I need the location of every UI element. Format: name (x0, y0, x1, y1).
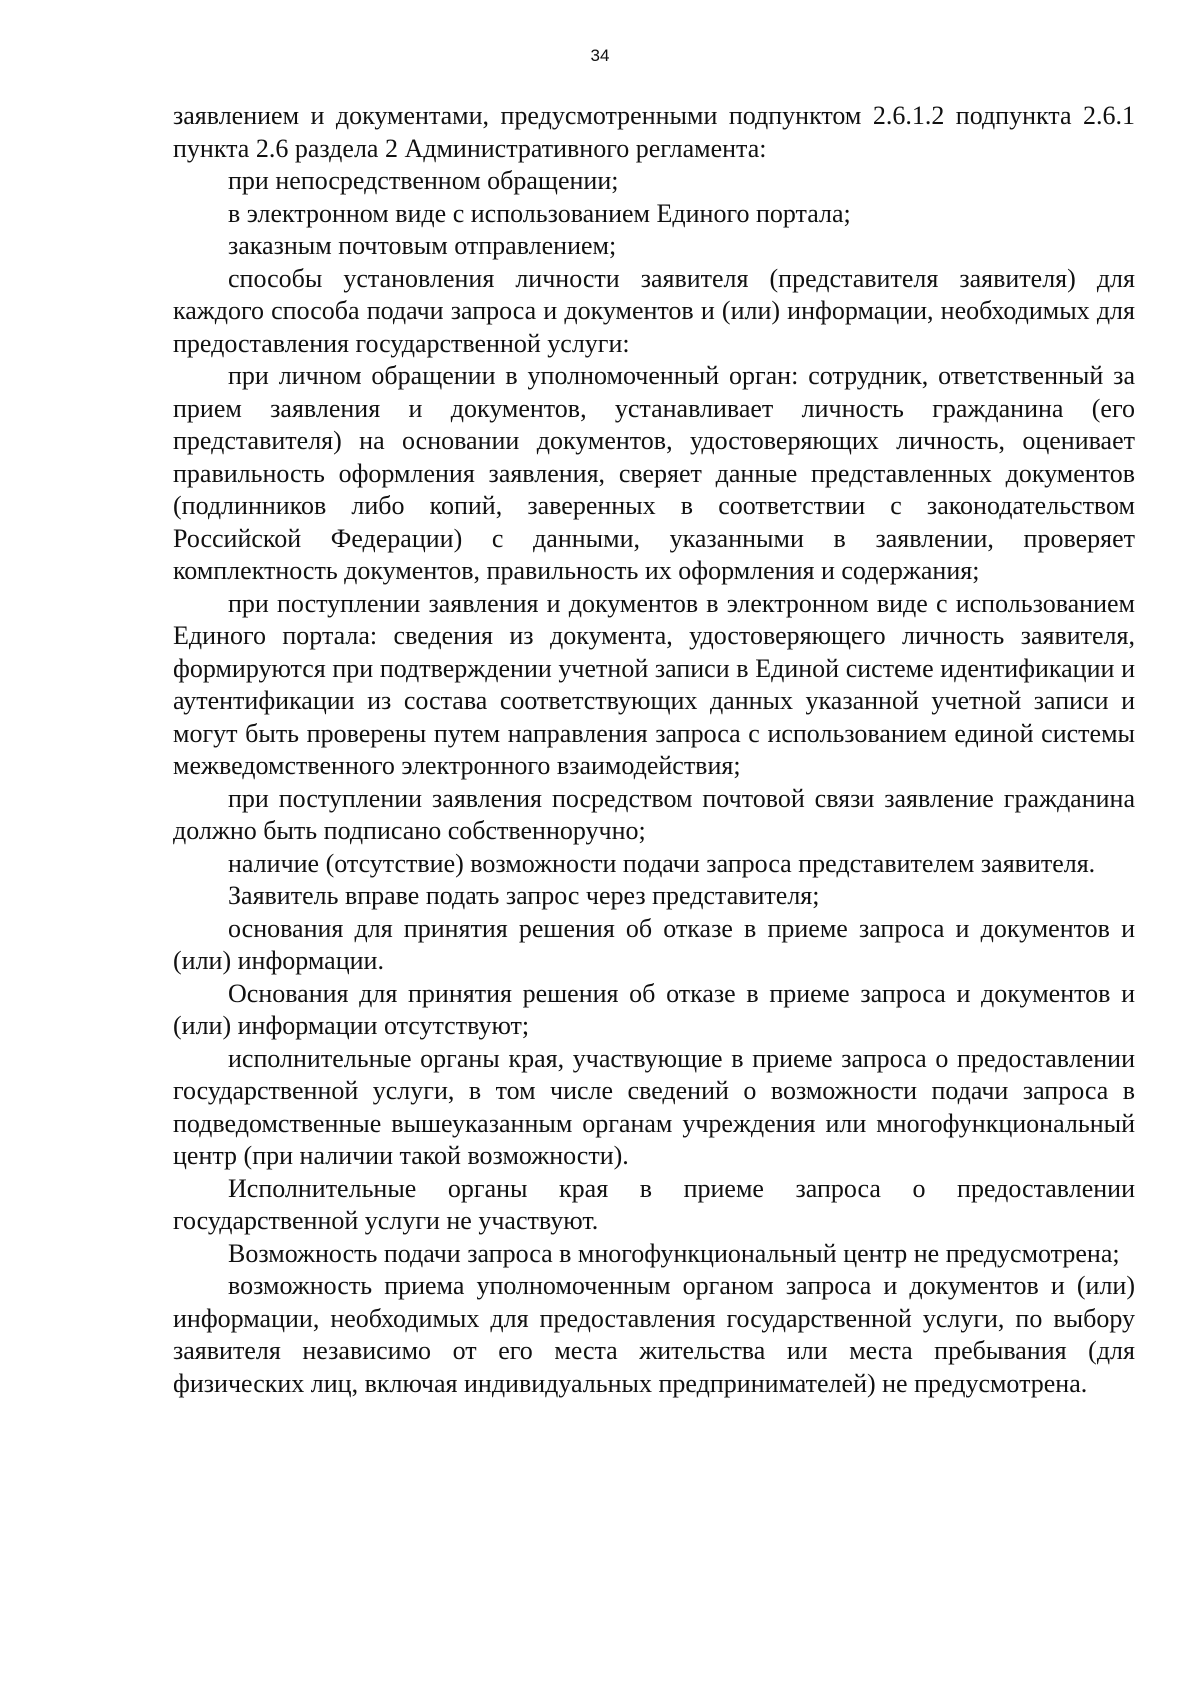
page-number: 34 (590, 46, 610, 65)
paragraph-executive-bodies-not-participating: Исполнительные органы края в приеме запроса о предоставлении государственной услуги не участвуют. (173, 1173, 1135, 1235)
paragraph-personal-appeal: при личном обращении в уполномоченный орган: сотрудник, ответственный за прием заявления и документов, устанавливает личность гражданина (его представителя) на основании документов, удостоверяющих личность, оценивает правильность оформления заявления, сверяет данные представленных документов (подлинников либо копий, заверенных в соответствии с законодательством Российской Федерации) с данными, указанными в заявлении, проверяет комплектность документов, правильность их оформления и содержания; (173, 361, 1135, 585)
paragraph-continuation: заявлением и документами, предусмотренными подпунктом 2.6.1.2 подпункта 2.6.1 пункта 2.6 раздела 2 Административного регламента: (173, 101, 1135, 163)
paragraph-refusal-grounds: основания для принятия решения об отказе в приеме запроса и документов и (или) информации. (173, 913, 1135, 975)
paragraph-representative-right: Заявитель вправе подать запрос через представителя; (228, 881, 820, 910)
paragraph-registered-mail: заказным почтовым отправлением; (228, 231, 617, 260)
paragraph-electronic-form: в электронном виде с использованием Единого портала; (228, 198, 851, 228)
paragraph-executive-bodies: исполнительные органы края, участвующие в приеме запроса о предоставлении государственной услуги, в том числе сведений о возможности подачи запроса в подведомственные вышеуказанным органам учреждения или многофункциональный центр (при наличии такой возможности). (173, 1043, 1135, 1170)
document-body (173, 100, 1135, 1400)
paragraph-identification-methods: способы установления личности заявителя (представителя заявителя) для каждого способа подачи запроса и документов и (или) информации, необходимых для предоставления государственной услуги: (173, 263, 1135, 358)
paragraph-direct-appeal: при непосредственном обращении; (228, 166, 619, 195)
paragraph-representative-possibility: наличие (отсутствие) возможности подачи запроса представителем заявителя. (228, 848, 1096, 878)
paragraph-mfc-not-provided: Возможность подачи запроса в многофункциональный центр не предусмотрена; (228, 1238, 1120, 1268)
paragraph-refusal-grounds-absent: Основания для принятия решения об отказе в приеме запроса и документов и (или) информации отсутствуют; (173, 978, 1135, 1040)
paragraph-extraterritorial-not-provided: возможность приема уполномоченным органом запроса и документов и (или) информации, необходимых для предоставления государственной услуги, по выбору заявителя независимо от его места жительства или места пребывания (для физических лиц, включая индивидуальных предпринимателей) не предусмотрена. (173, 1271, 1135, 1398)
paragraph-electronic-submission: при поступлении заявления и документов в электронном виде с использованием Единого портала: сведения из документа, удостоверяющего личность заявителя, формируются при подтверждении учетной записи в Единой системе идентификации и аутентификации из состава соответствующих данных указанной учетной записи и могут быть проверены путем направления запроса с использованием единой системы межведомственного электронного взаимодействия; (173, 588, 1135, 780)
paragraph-postal-submission: при поступлении заявления посредством почтовой связи заявление гражданина должно быть подписано собственноручно; (173, 783, 1135, 845)
